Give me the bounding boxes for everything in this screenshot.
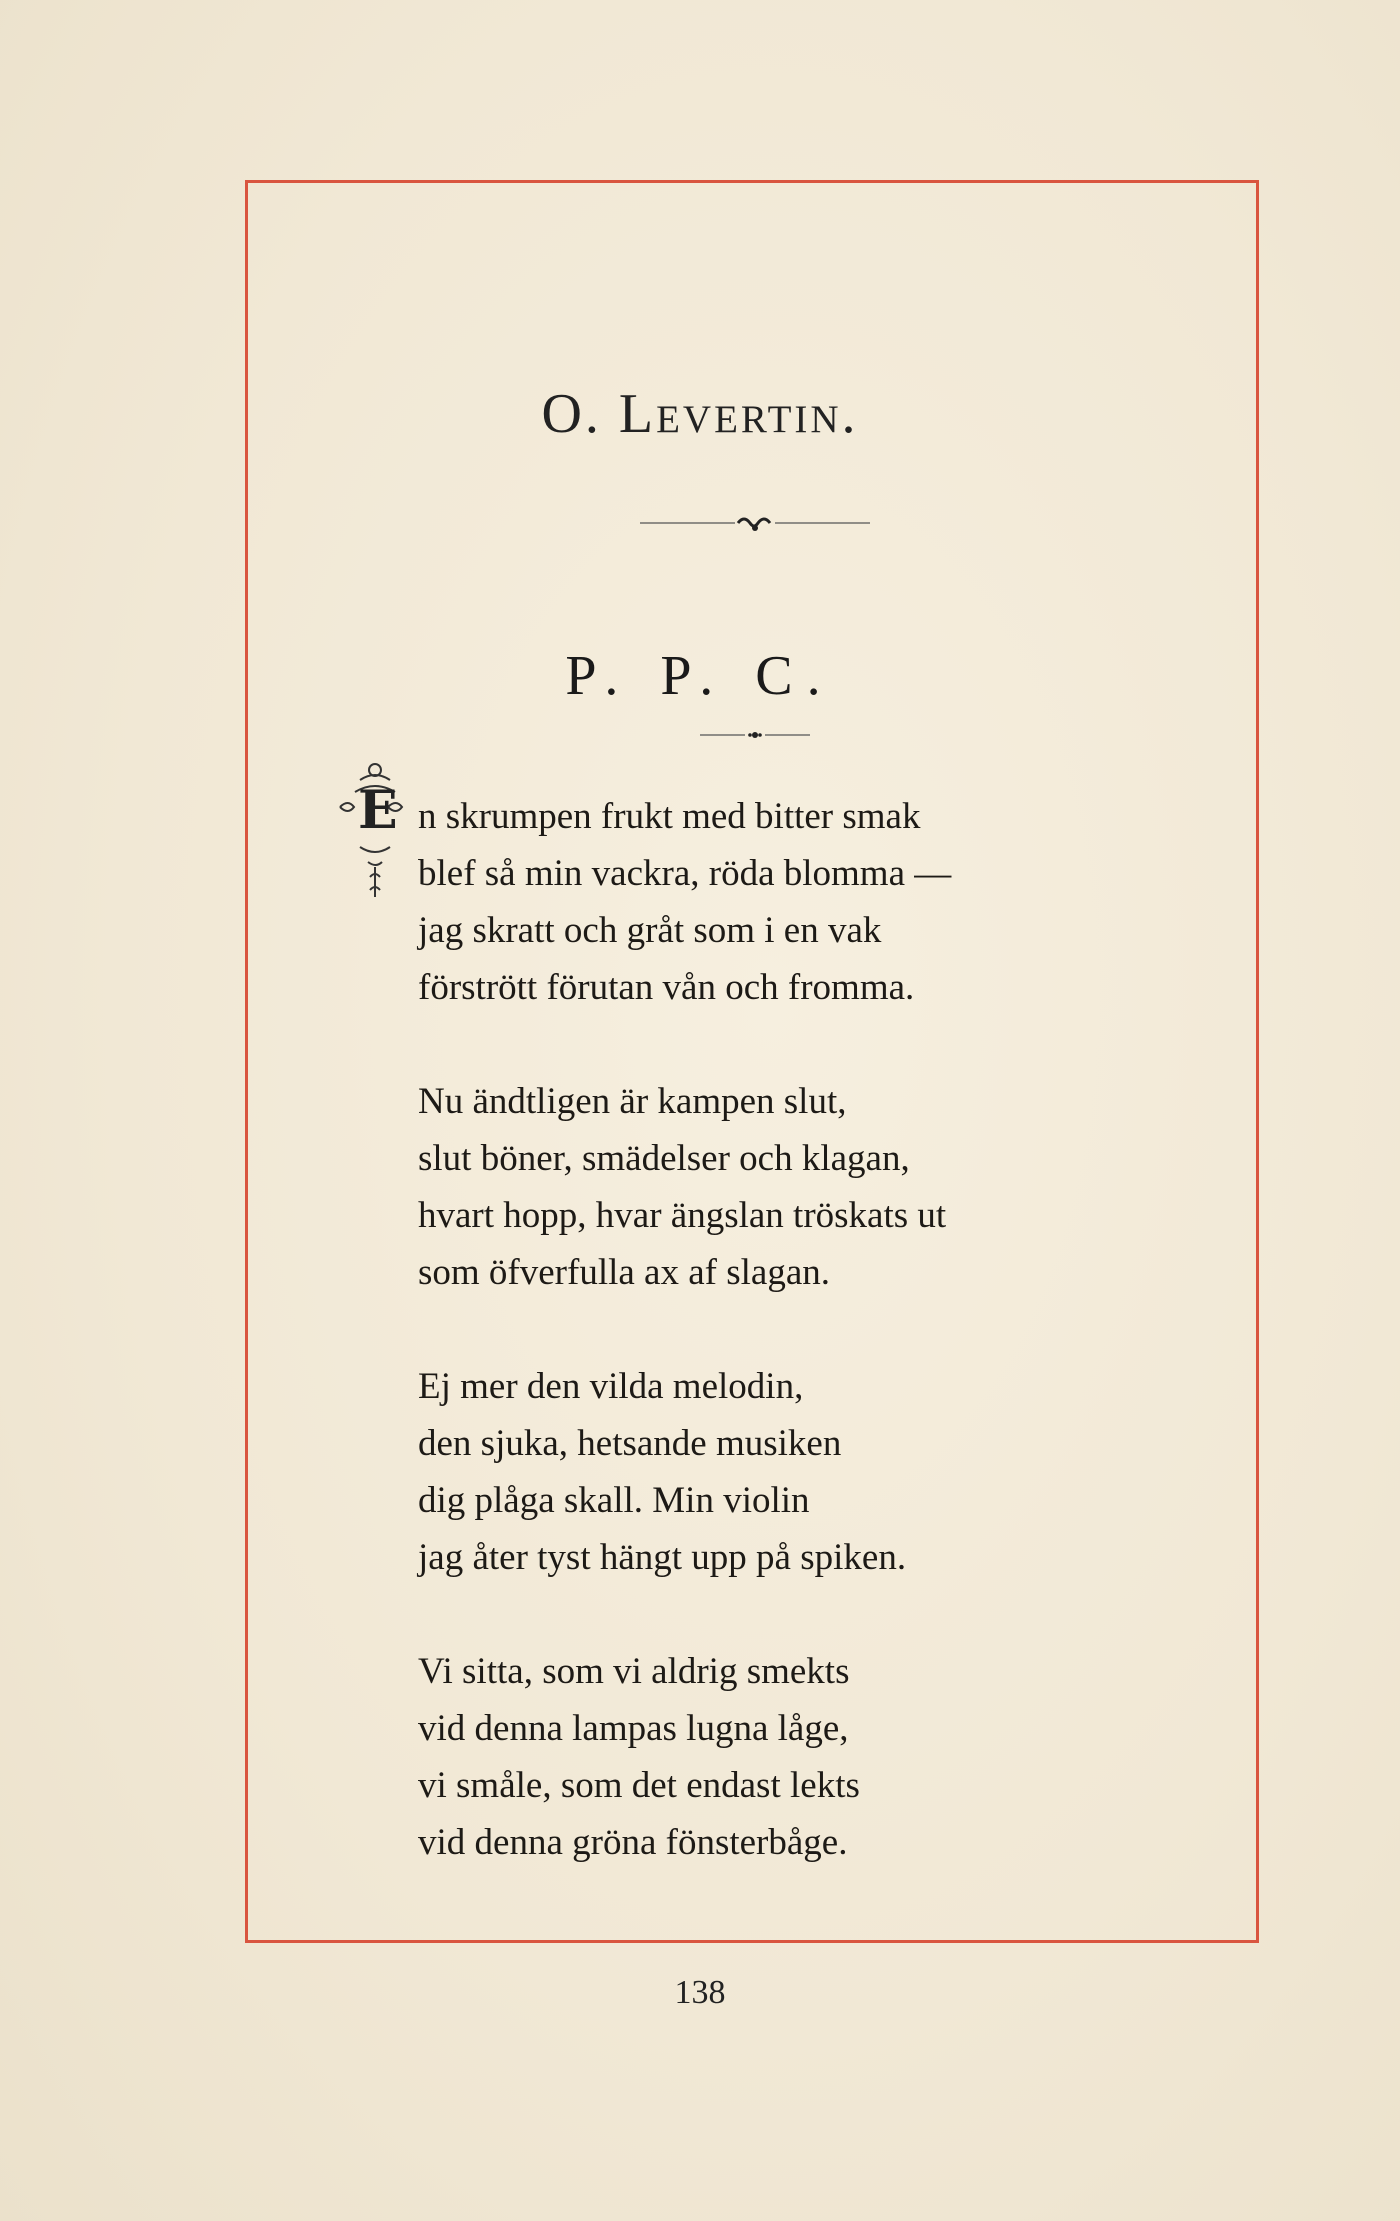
poem-line: Vi sitta, som vi aldrig smekts <box>418 1651 850 1692</box>
poem-line: vid denna lampas lugna låge, <box>418 1708 849 1749</box>
poem-line: den sjuka, hetsande musiken <box>418 1423 842 1464</box>
stanza-3 <box>418 1358 951 1586</box>
poem-body <box>418 788 951 1928</box>
stanza-1 <box>418 788 951 1016</box>
poem-line: Nu ändtligen är kampen slut, <box>418 1081 847 1122</box>
stanza-4 <box>418 1643 951 1871</box>
author-heading: O. Levertin. <box>541 383 859 445</box>
poem-line: blef så min vackra, röda blomma — <box>418 853 952 894</box>
poem-line: dig plåga skall. Min violin <box>418 1480 810 1521</box>
poem-line: vi småle, som det endast lekts <box>418 1765 860 1806</box>
page-number: 138 <box>674 1974 726 2011</box>
poem-line: jag åter tyst hängt upp på spiken. <box>418 1537 907 1578</box>
ornament-divider-icon <box>640 508 870 538</box>
poem-line: förstrött förutan vån och fromma. <box>418 967 915 1008</box>
poem-title: P. P. C. <box>565 645 835 707</box>
poem-line: slut böner, smädelser och klagan, <box>418 1138 910 1179</box>
stanza-2 <box>418 1073 951 1301</box>
poem-line: Ej mer den vilda melodin, <box>418 1366 804 1407</box>
small-divider-icon <box>700 725 810 745</box>
poem-line: som öfverfulla ax af slagan. <box>418 1252 830 1293</box>
poem-line: vid denna gröna fönsterbåge. <box>418 1822 848 1863</box>
poem-line: jag skratt och gråt som i en vak <box>418 910 882 951</box>
drop-cap-letter: E <box>358 780 398 841</box>
poem-line: n skrumpen frukt med bitter smak <box>418 796 921 837</box>
poem-line: hvart hopp, hvar ängslan tröskats ut <box>418 1195 947 1236</box>
